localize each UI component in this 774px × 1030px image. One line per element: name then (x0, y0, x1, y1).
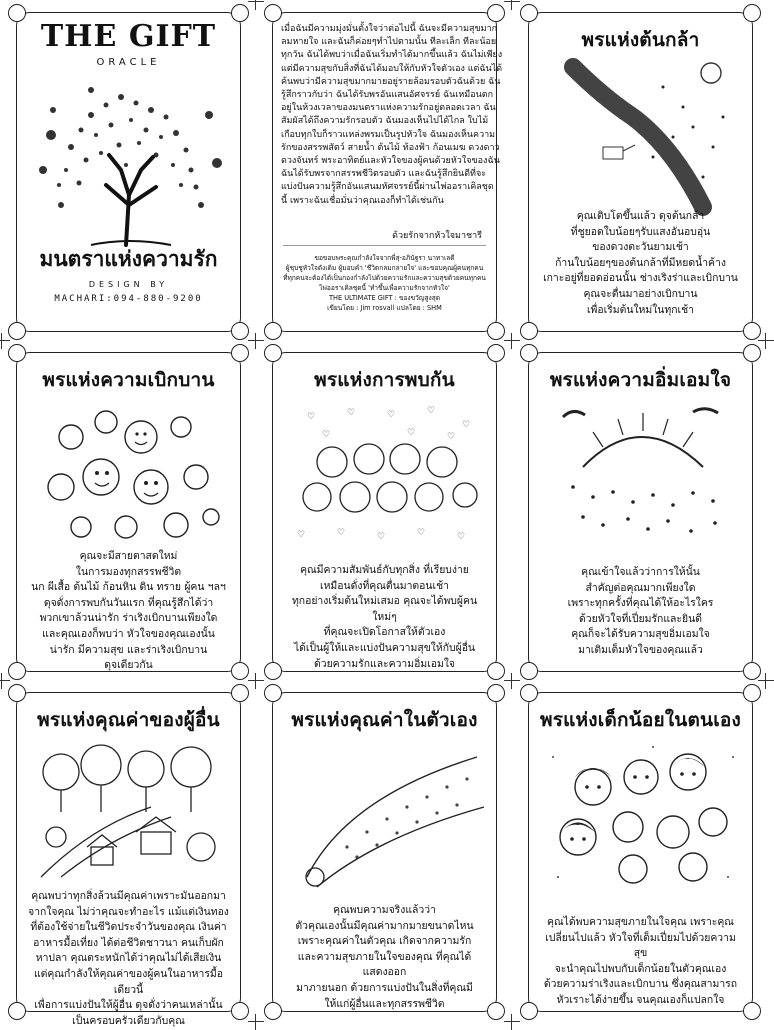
body-line: คุณพบว่าทุกสิ่งล้วนมีคุณค่าเพราะมันออกมา (31, 890, 226, 902)
body-line: คุณเติบโตขึ้นแล้ว ดุจต้นกล้า (576, 210, 705, 222)
body-line: ของดวงตะวันยามเช้า (592, 241, 689, 254)
body-line: ด้วยความร่าเริงและเบิกบาน ซึ่งคุณสามารถ (543, 978, 738, 991)
sun-over-field-illustration (543, 397, 740, 547)
body-line: เพราะทุกครั้งที่คุณได้ให้อะไรใคร (567, 597, 714, 610)
svg-text:♡: ♡ (387, 410, 396, 420)
body-line: แต่คุณกำลังให้คุณค่าของผู้คนในอาหารมื้อเดียวนี้ (33, 967, 224, 996)
body-line: ก้านใบน้อยๆของต้นกล้าที่มีหยดน้ำค้าง (555, 256, 726, 269)
crop-mark (504, 0, 520, 10)
body-line: คุณเข้าใจแล้วว่าการให้นั้น (581, 566, 700, 578)
crop-mark (504, 673, 520, 689)
smiling-faces-illustration (31, 397, 228, 547)
crop-mark (504, 1014, 520, 1030)
card-title: พรแห่งต้นกล้า (581, 29, 700, 51)
credits-line: ที่ทุกคนจะต้องได้เป็นกองกำลังไปด้วยความรักและความสุขด้วยคนทุกคน (283, 274, 486, 282)
card-body (27, 549, 230, 674)
body-line: หัวเราะได้ง่ายขึ้น จนคุณเองก็แปลกใจ (556, 993, 725, 1006)
body-line: ด้วยหัวใจที่เปี่ยมรักและยินดี (579, 612, 702, 625)
intro-line: ค้นพบว่ามีความสุขมากมายอยู่รายล้อมรอบตัวฉันด้วย ฉัน (281, 76, 501, 87)
credits-line: ไพ่ออราเคิลชุดนี้ 'ทำขึ้นเพื่อความรักจากหัวใจ' (319, 284, 450, 292)
svg-text:♡: ♡ (427, 406, 436, 416)
card-contentment[interactable] (528, 352, 753, 672)
crop-mark (248, 333, 264, 349)
body-line: ด้วยความรักและความอิ่มเอมใจ (313, 657, 456, 670)
crop-mark (248, 0, 264, 10)
body-line: เหมือนดั่งที่คุณตื่นมาตอนเช้า (320, 579, 449, 592)
card-title: พรแห่งความเบิกบาน (42, 369, 215, 391)
body-line: เพราะคุณค่าในตัวคุณ เกิดจากความรัก (297, 935, 472, 948)
body-line: เพื่อการแบ่งปันให้ผู้อื่น ดุจดั่งว่าคนเหล่านั้น (34, 999, 223, 1012)
body-line: คุณมีความสัมพันธ์กับทุกสิ่ง ที่เรียบง่าย (300, 564, 469, 576)
body-line: จากใจคุณ ไม่ว่าคุณจะทำอะไร แม้แต่เงินทอง (28, 905, 229, 918)
designer-contact: MACHARI:094-880-9200 (54, 294, 203, 304)
body-line: คุณก็จะได้รับความสุขอิ่มเอมใจ (571, 628, 710, 641)
crop-mark (504, 333, 520, 349)
cover-card[interactable] (16, 12, 241, 332)
seedling-illustration (543, 57, 740, 207)
body-line: คุณจะตื่นมาอย่างเบิกบาน (583, 287, 698, 300)
body-line: คุณได้พบความสุขภายในใจคุณ เพราะคุณ (547, 916, 734, 928)
intro-line: ฉันได้รับพรจากสรรพชีวิตรอบตัว และฉันรู้สึกยินดีที่จะ (281, 169, 487, 180)
crop-mark (248, 1014, 264, 1030)
body-line: ให้แก่ผู้อื่นและทุกสรรพชีวิต (324, 997, 445, 1010)
body-line: อาหารมื้อเที่ยง ได้ต่อชีวิตชาวนา คนเก็บผัก (33, 936, 224, 949)
body-line: นก ผีเสื้อ ต้นไม้ ก้อนหิน ดิน ทราย ผู้คน ฯลฯ (31, 581, 226, 594)
svg-text:♡: ♡ (322, 430, 331, 440)
card-title: พรแห่งคุณค่าของผู้อื่น (37, 709, 220, 731)
card-inner-child[interactable] (528, 692, 753, 1012)
intro-line: อยู่ในห้วงเวลาของมนตราแห่งความรักอยู่ตลอดเวลา ฉัน (281, 103, 496, 114)
intro-signature: ด้วยรักจากหัวใจมาชารี (392, 231, 482, 241)
body-line: ที่ต้องใช้จ่ายในชีวิตประจำวันของคุณ เงินค่า (30, 921, 227, 934)
body-line: ดุจดั่งการพบกันวันแรก ที่คุณรู้สึกได้ว่า (43, 596, 214, 609)
svg-text:♡: ♡ (447, 432, 456, 442)
intro-line: เมื่อฉันมีความมุ่งมั่นตั้งใจว่าต่อไปนี้ ฉันจะมีความสุขมาก (281, 24, 498, 34)
card-body (539, 915, 742, 1009)
body-line: ได้เป็นผู้ให้และแบ่งปันความสุขให้กับผู้อื่น (293, 641, 476, 654)
divider (283, 245, 486, 246)
intro-paragraph (281, 23, 503, 208)
body-line: เป็นครอบครัวเดียวกับคุณ (72, 1014, 185, 1027)
card-title: พรแห่งความอิ่มเอมใจ (549, 369, 732, 391)
body-line: เกาะอยู่ที่ยอดอ่อนนั้น ช่างเริงร่าและเบิกบาน (543, 272, 738, 285)
card-body (27, 889, 230, 1029)
intro-line: เกือบทุกใบก็ราวแหล่งพรมเป็นรูปหัวใจ ฉันมองเห็นความ (281, 129, 496, 140)
card-self-worth[interactable] (272, 692, 497, 1012)
body-line: ที่ชูยอดใบน้อยๆรับแสงอันอบอุ่น (570, 225, 711, 238)
credits-line: ผู้ชุบชูหัวใจดังเดิม ผู้มอบคำ 'ชีวิตกลมกลายใจ' และขอบคุณผู้คนทุกคน (285, 264, 484, 272)
svg-text:♡: ♡ (417, 528, 426, 538)
card-seedling[interactable] (528, 12, 753, 332)
body-line: เพื่อเริ่มต้นใหม่ในทุกเช้า (586, 303, 694, 316)
crop-mark (758, 673, 774, 689)
brand-logo: THE GIFT (40, 19, 217, 54)
svg-text:♡: ♡ (462, 420, 471, 430)
intro-line: สัมผัสได้ถึงความรักรอบตัว ฉันมองเห็นไปได้ไกล ใบไม้ (281, 116, 489, 127)
credits-line: ขอขอบพระคุณกำลังใจจากพี่สุ-อภินัฐรา นาทาเลดี (314, 254, 455, 262)
svg-text:♡: ♡ (307, 412, 316, 422)
card-body (283, 563, 486, 672)
credits-line: THE ULTIMATE GIFT : ของขวัญสูงสุด (328, 294, 441, 302)
intro-line: ลมหายใจ และฉันก็ค่อยๆทำไปตามนั้น ทีละเล็ก ทีละน้อย (281, 37, 497, 48)
card-meeting[interactable] (272, 352, 497, 672)
children-faces-illustration (543, 737, 740, 887)
tree-illustration (31, 75, 228, 251)
card-others-worth[interactable] (16, 692, 241, 1027)
body-line: มาเติมเต็มหัวใจของคุณแล้ว (578, 643, 703, 656)
faces-with-hearts-illustration (287, 397, 484, 547)
intro-line: ดวงจันทร์ พระอาทิตย์และหัวใจของผู้คนด้วยหัวใจของฉัน (281, 156, 500, 167)
flowing-hair-illustration (287, 737, 484, 887)
body-line: สำคัญต่อคุณมากเพียงใด (585, 581, 696, 594)
card-body (283, 903, 486, 1012)
svg-text:♡: ♡ (347, 408, 356, 418)
credits-block (281, 253, 488, 313)
intro-line: แบ่งปันความรู้สึกอันแสนมหัศจรรย์นี้ผ่านไพ่ออราเคิลชุด (281, 182, 494, 193)
intro-card[interactable] (272, 12, 503, 332)
card-title: พรแห่งคุณค่าในตัวเอง (291, 709, 478, 731)
body-line: ตัวคุณเองนั้นมีคุณค่ามากมายขนาดไหน (295, 919, 474, 932)
intro-line: ทุกวัน ฉันได้พบว่าเมื่อฉันเริ่มทำได้มากขึ้นแล้ว ฉันไม่เพียง (281, 50, 503, 61)
body-line: จะนำคุณไปพบกับเด็กน้อยในตัวคุณเอง (554, 962, 727, 975)
svg-text:♡: ♡ (457, 532, 466, 542)
card-title: พรแห่งการพบกัน (314, 369, 455, 391)
body-line: เปลี่ยนไปแล้ว หัวใจที่เต็มเปี่ยมไปด้วยความสุข (545, 931, 736, 960)
svg-text:♡: ♡ (337, 528, 346, 538)
body-line: ทุกอย่างเริ่มต้นใหม่เสมอ คุณจะได้พบผู้คนใหม่ๆ (291, 595, 478, 623)
design-by-label: DESIGN BY (88, 280, 169, 289)
body-line: และคุณเองก็พบว่า หัวใจของคุณเองนั้น (42, 627, 215, 640)
intro-line: รักของสรรพสัตว์ สายน้ำ ต้นไม้ ท้องฟ้า ก้อนเมฆ ดวงดาว (281, 142, 500, 153)
village-trees-illustration (31, 737, 228, 887)
intro-line: นี้ เพราะฉันเชื่อมั่นว่าคุณเองก็ทำได้เช่นกัน (281, 195, 444, 206)
intro-line: แต่มีความสุขกับสิ่งที่ฉันได้มอบให้กับหัวใจตัวเอง แต่ฉันได้ (281, 63, 503, 74)
crop-mark (248, 673, 264, 689)
svg-text:♡: ♡ (407, 428, 416, 438)
crop-mark (758, 333, 774, 349)
body-line: หาปลา คุณตระหนักได้ว่าคุณไม่ได้เสียเงิน (35, 952, 222, 965)
card-body (539, 209, 742, 318)
svg-text:♡: ♡ (377, 532, 386, 542)
body-line: คุณจะมีสายตาสดใหม่ (79, 550, 178, 562)
card-joy[interactable] (16, 352, 241, 672)
card-body (539, 565, 742, 659)
credits-line: เขียนโดย : Jim rosvall แปลโดย : SHM (327, 304, 442, 312)
body-line: น่ารัก มีความสุข และร่าเริงเบิกบาน (49, 643, 208, 656)
body-line: ดุจเดียวกัน (104, 659, 153, 672)
body-line: ในการมองทุกสรรพชีวิต (75, 565, 182, 578)
body-line: และความสุขภายในใจของคุณ ที่คุณได้แสดงออก (297, 950, 472, 979)
body-line: พวกเขาล้วนน่ารัก ร่าเริงเบิกบานเพียงใด (39, 612, 218, 625)
cover-title: มนตราแห่งความรัก (39, 246, 218, 271)
brand-subtitle: ORACLE (96, 57, 161, 68)
body-line: มาภายนอก ด้วยการแบ่งปันในสิ่งที่คุณมี (296, 981, 473, 994)
card-title: พรแห่งเด็กน้อยในตนเอง (539, 709, 742, 731)
svg-text:♡: ♡ (297, 530, 306, 540)
body-line: ที่คุณจะเปิดโอกาสให้ตัวเอง (323, 626, 446, 639)
body-line: คุณพบความจริงแล้วว่า (333, 904, 436, 916)
intro-line: รู้สึกราวกับว่า ฉันได้รับพรอันแสนอัศจรรย์ ฉันเหมือนตก (281, 90, 494, 101)
